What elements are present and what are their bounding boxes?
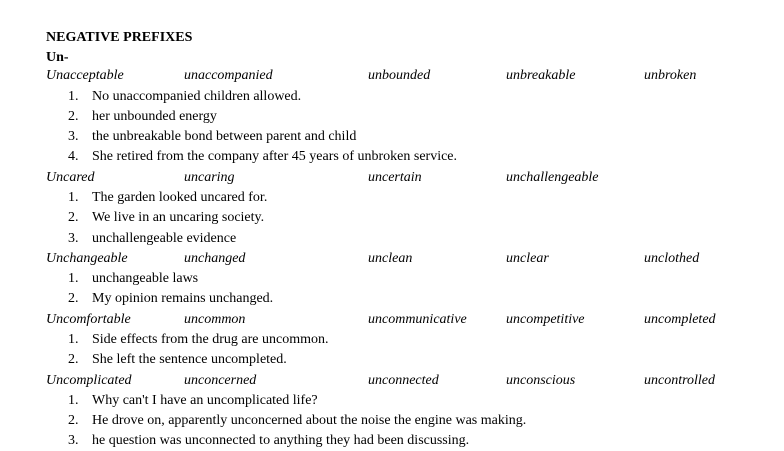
word-row bbox=[46, 371, 766, 391]
example-sentence bbox=[68, 208, 264, 228]
sentence-text: No unaccompanied children allowed. bbox=[92, 89, 302, 104]
list-number: 1. bbox=[68, 271, 79, 286]
list-number: 1. bbox=[68, 190, 79, 205]
sentence-text: The garden looked uncared for. bbox=[92, 190, 268, 205]
list-number: 2. bbox=[68, 413, 79, 428]
list-number: 2. bbox=[68, 210, 79, 225]
example-sentence bbox=[68, 350, 287, 370]
example-sentence bbox=[68, 431, 469, 451]
list-number: 3. bbox=[68, 231, 79, 246]
vocab-word: unclean bbox=[368, 251, 413, 266]
sentence-text: She left the sentence uncompleted. bbox=[92, 352, 287, 367]
example-sentence bbox=[68, 107, 217, 127]
list-number: 1. bbox=[68, 393, 79, 408]
vocab-word: uncaring bbox=[184, 170, 235, 185]
example-sentence bbox=[68, 87, 301, 107]
vocab-word: Uncomfortable bbox=[46, 312, 131, 327]
sentence-text: Why can't I have an uncomplicated life? bbox=[92, 393, 318, 408]
sentence-text: the unbreakable bond between parent and child bbox=[92, 129, 357, 144]
list-number: 1. bbox=[68, 332, 79, 347]
list-number: 2. bbox=[68, 291, 79, 306]
vocab-word: unconcerned bbox=[184, 373, 257, 388]
vocab-word: unbounded bbox=[368, 68, 431, 83]
sentence-text: her unbounded energy bbox=[92, 109, 217, 124]
example-sentence bbox=[68, 127, 356, 147]
list-number: 2. bbox=[68, 109, 79, 124]
vocab-word: uncommunicative bbox=[368, 312, 467, 327]
example-sentence bbox=[68, 147, 457, 167]
list-number: 1. bbox=[68, 89, 79, 104]
vocab-word: uncommon bbox=[184, 312, 246, 327]
vocab-word: uncompleted bbox=[644, 312, 716, 327]
sentence-text: Side effects from the drug are uncommon. bbox=[92, 332, 329, 347]
example-sentence bbox=[68, 391, 318, 411]
vocab-word: unchanged bbox=[184, 251, 246, 266]
vocab-word: uncertain bbox=[368, 170, 422, 185]
example-sentence bbox=[68, 289, 273, 309]
vocab-word: Uncomplicated bbox=[46, 373, 132, 388]
sentence-text: unchangeable laws bbox=[92, 271, 199, 286]
vocab-word: unconnected bbox=[368, 373, 439, 388]
section-heading-un: Un- bbox=[46, 50, 69, 65]
example-sentence bbox=[68, 330, 329, 350]
list-number: 2. bbox=[68, 352, 79, 367]
sentence-text: unchallengeable evidence bbox=[92, 231, 237, 246]
vocab-word: uncontrolled bbox=[644, 373, 716, 388]
example-sentence bbox=[68, 411, 526, 431]
word-row bbox=[46, 310, 766, 330]
example-sentence bbox=[68, 269, 198, 289]
sentence-text: We live in an uncaring society. bbox=[92, 210, 265, 225]
vocab-word: unaccompanied bbox=[184, 68, 273, 83]
vocab-word: uncompetitive bbox=[506, 312, 585, 327]
word-row bbox=[46, 249, 766, 269]
page-title: NEGATIVE PREFIXES bbox=[46, 30, 193, 45]
vocab-word: Uncared bbox=[46, 170, 95, 185]
vocab-word: unchallengeable bbox=[506, 170, 599, 185]
vocab-word: Unchangeable bbox=[46, 251, 128, 266]
list-number: 3. bbox=[68, 433, 79, 448]
vocab-word: unbroken bbox=[644, 68, 697, 83]
example-sentence bbox=[68, 229, 236, 249]
sentence-text: My opinion remains unchanged. bbox=[92, 291, 274, 306]
vocab-word: unclothed bbox=[644, 251, 700, 266]
vocab-word: unclear bbox=[506, 251, 549, 266]
sentence-text: he question was unconnected to anything they had been discussing. bbox=[92, 433, 470, 448]
list-number: 4. bbox=[68, 149, 79, 164]
list-number: 3. bbox=[68, 129, 79, 144]
vocab-word: unbreakable bbox=[506, 68, 576, 83]
sentence-text: She retired from the company after 45 years of unbroken service. bbox=[92, 149, 458, 164]
vocab-word: Unacceptable bbox=[46, 68, 124, 83]
example-sentence bbox=[68, 188, 267, 208]
word-row bbox=[46, 168, 766, 188]
vocab-word: unconscious bbox=[506, 373, 576, 388]
sentence-text: He drove on, apparently unconcerned about the noise the engine was making. bbox=[92, 413, 527, 428]
word-row bbox=[46, 66, 766, 86]
